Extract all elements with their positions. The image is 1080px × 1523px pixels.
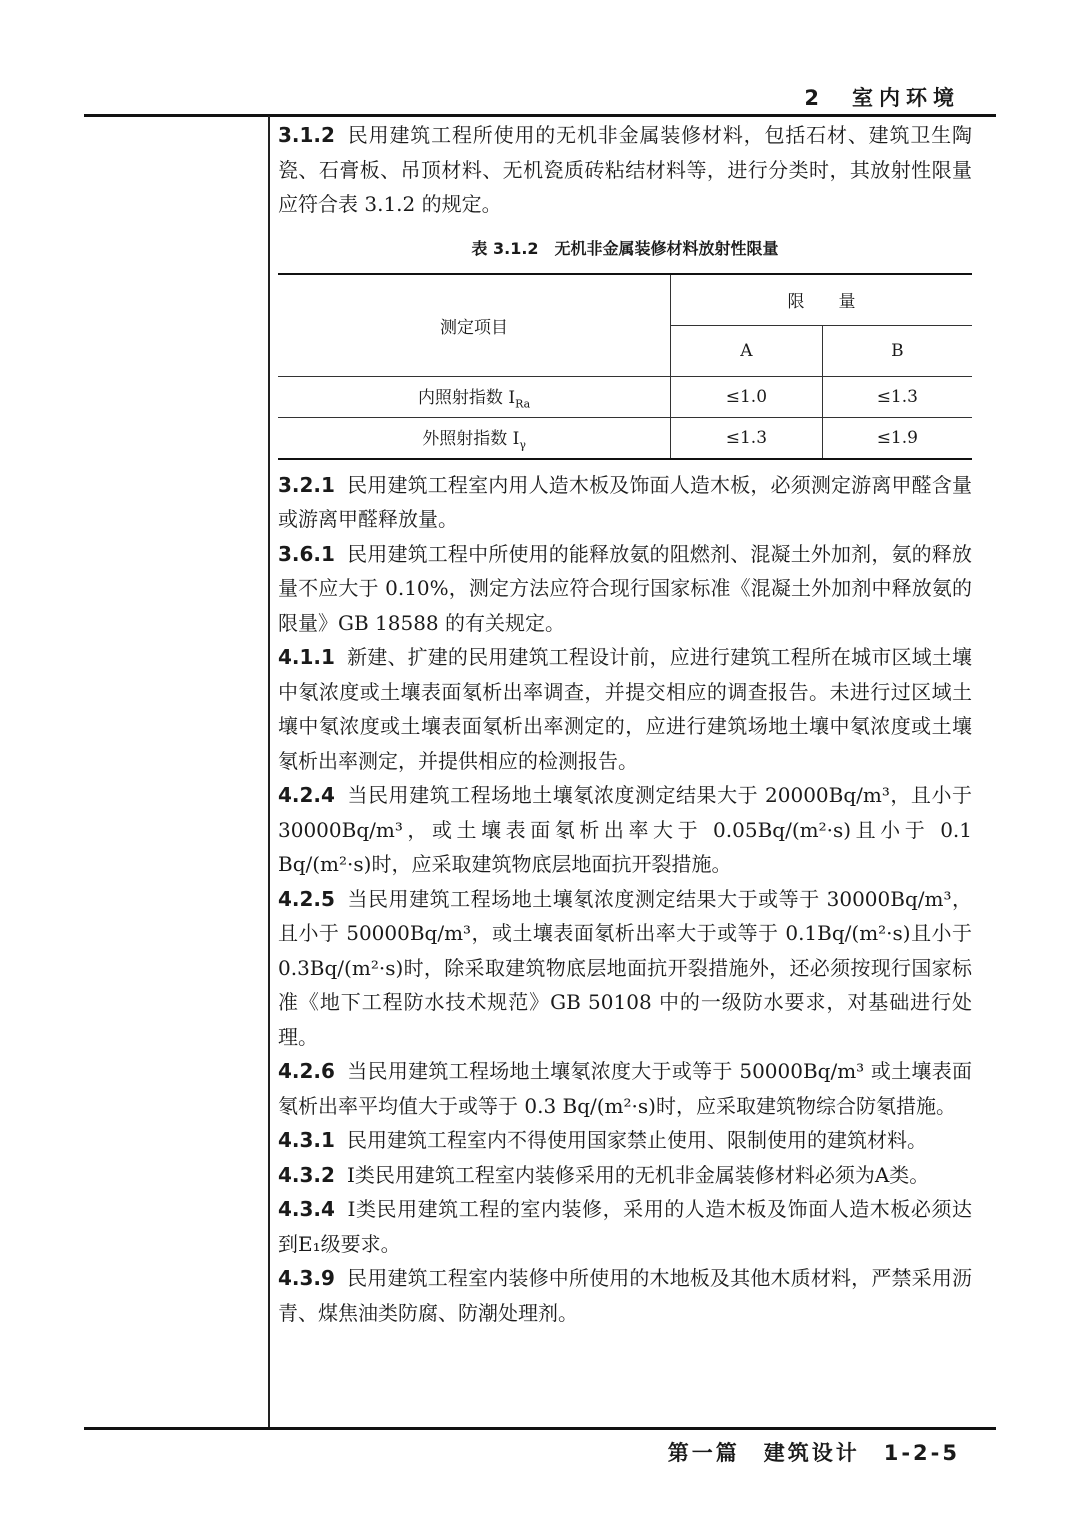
clause-text: 民用建筑工程所使用的无机非金属装修材料，包括石材、建筑卫生陶瓷、石膏板、吊顶材料、无机瓷质砖粘结材料等，进行分类时，其放射性限量应符合表 3.1.2 的规定。 [278, 123, 972, 216]
clause-4-1-1: 4.1.1 新建、扩建的民用建筑工程设计前，应进行建筑工程所在城市区域土壤中氡浓度或土壤表面氡析出率调查，并提交相应的调查报告。未进行过区域土壤中氡浓度或土壤表面氡析出率测定的，应进行建筑场地土壤中氡浓度或土壤氡析出率测定，并提供相应的检测报告。 [278, 645, 972, 773]
margin-divider [268, 116, 270, 1427]
row-value-b: ≤1.3 [822, 376, 972, 417]
row-value-a: ≤1.3 [671, 417, 823, 459]
running-head: 2 室内环境 [804, 86, 960, 110]
clause-4-3-4: 4.3.4 Ⅰ类民用建筑工程的室内装修，采用的人造木板及饰面人造木板必须达到E₁级要求。 [278, 1197, 972, 1256]
table-row [278, 376, 972, 417]
clause-3-1-2 [278, 118, 972, 222]
clause-4-3-2: 4.3.2 Ⅰ类民用建筑工程室内装修采用的无机非金属装修材料必须为A类。 [278, 1162, 930, 1187]
page-footer: 第一篇 建筑设计 1-2-5 [667, 1441, 960, 1465]
clause-4-2-6: 4.2.6 当民用建筑工程场地土壤氡浓度大于或等于 50000Bq/m³ 或土壤表面氡析出率平均值大于或等于 0.3 Bq/(m²·s)时，应采取建筑物综合防氡措施。 [278, 1059, 972, 1118]
radioactivity-limit-table [278, 273, 972, 460]
table-title: 表 3.1.2 无机非金属装修材料放射性限量 [471, 238, 779, 258]
clause-4-3-1: 4.3.1 民用建筑工程室内不得使用国家禁止使用、限制使用的建筑材料。 [278, 1128, 927, 1152]
clause-4-3-9: 4.3.9 民用建筑工程室内装修中所使用的木地板及其他木质材料，严禁采用沥青、煤焦油类防腐、防潮处理剂。 [278, 1266, 972, 1325]
header-rule [84, 114, 996, 117]
row-value-b: ≤1.9 [822, 417, 972, 459]
row-item: 内照射指数 $I_{Ra}$ [278, 376, 671, 417]
row-value-a: ≤1.0 [671, 376, 823, 417]
clause-3-2-1: 3.2.1 民用建筑工程室内用人造木板及饰面人造木板，必须测定游离甲醛含量或游离甲醛释放量。 [278, 472, 972, 531]
clause-3-6-1: 3.6.1 民用建筑工程中所使用的能释放氨的阻燃剂、混凝土外加剂，氨的释放量不应大于 0.10%，测定方法应符合现行国家标准《混凝土外加剂中释放氨的限量》GB 18588 的有关规定。 [278, 541, 972, 635]
header-col-b: B [822, 325, 972, 376]
clause-number: 3.1.2 [278, 123, 335, 147]
clause-4-2-4: 4.2.4 当民用建筑工程场地土壤氡浓度测定结果大于 20000Bq/m³，且小于 30000Bq/m³，或土壤表面氡析出率大于 0.05Bq/(m²·s)且小于 0.1 Bq/(m²·s)时，应采取建筑物底层地面抗开裂措施。 [278, 783, 972, 876]
clause-4-2-5: 4.2.5 当民用建筑工程场地土壤氡浓度测定结果大于或等于 30000Bq/m³，且小于 50000Bq/m³，或土壤表面氡析出率大于或等于 0.1Bq/(m²·s)且小于 0.3Bq/(m²·s)时，除采取建筑物底层地面抗开裂措施外，还必须按现行国家标准《地下工程防水技术规范》GB 50108 中的一级防水要求，对基础进行处理。 [278, 886, 972, 1049]
table-row [278, 417, 972, 459]
row-item: 外照射指数 $I_\gamma$ [278, 417, 671, 459]
header-limit: 限 量 [671, 274, 972, 326]
footer-rule [84, 1427, 996, 1430]
header-item: 测定项目 [440, 317, 509, 338]
header-col-a: A [671, 325, 823, 376]
page-body [278, 118, 972, 1330]
